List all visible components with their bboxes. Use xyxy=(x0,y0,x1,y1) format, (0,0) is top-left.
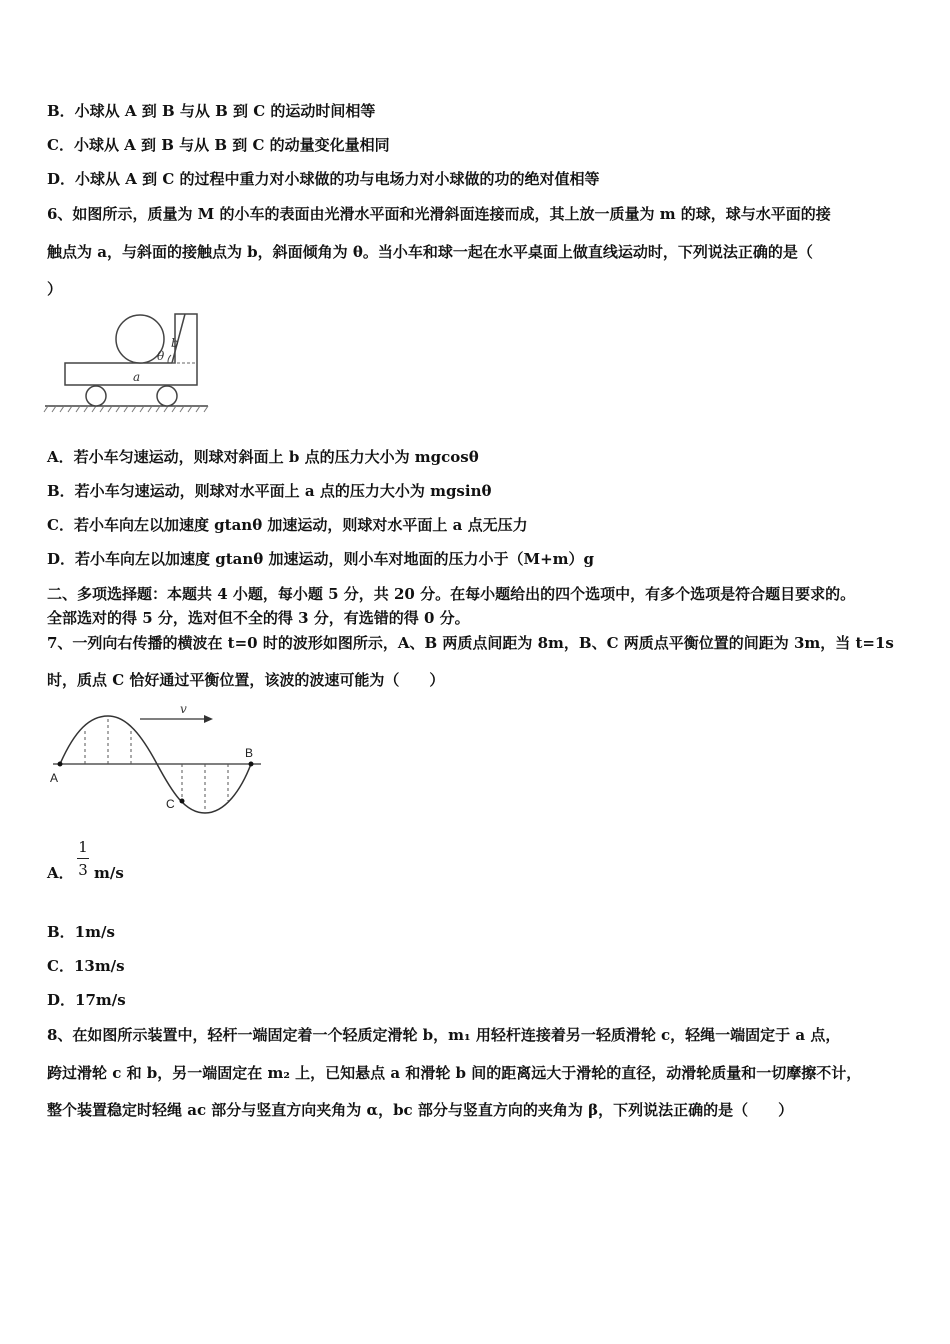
label-b: b xyxy=(171,336,179,350)
point-b xyxy=(249,762,254,767)
q7-option-c: C．13m/s xyxy=(47,957,125,975)
label-point-a: A xyxy=(50,771,59,785)
label-v: v xyxy=(180,702,187,716)
q6-cart-figure xyxy=(40,305,215,415)
fraction-numerator: 1 xyxy=(78,838,88,856)
section2-line-1: 二、多项选择题：本题共 4 小题，每小题 5 分，共 20 分。在每小题给出的四个选项中，有多个选项是符合题目要求的。 xyxy=(47,585,856,603)
q7-wave-figure xyxy=(45,700,270,825)
wheel-right xyxy=(157,386,177,406)
q6-option-d: D．若小车向左以加速度 gtanθ 加速运动，则小车对地面的压力小于（M+m）g xyxy=(47,550,595,568)
wheel-left xyxy=(86,386,106,406)
q7-option-a-label: A． xyxy=(47,864,74,882)
q6-stem-line-3: ） xyxy=(47,280,63,298)
q7-option-b: B．1m/s xyxy=(47,923,115,941)
q8-stem-line-1: 8、在如图所示装置中，轻杆一端固定着一个轻质定滑轮 b，m₁ 用轻杆连接着另一轻质滑轮 c，轻绳一端固定于 a 点， xyxy=(47,1026,841,1044)
label-a: a xyxy=(133,370,141,384)
q8-stem-line-2: 跨过滑轮 c 和 b，另一端固定在 m₂ 上，已知悬点 a 和滑轮 b 间的距离远大于滑轮的直径，动滑轮质量和一切摩擦不计， xyxy=(47,1064,862,1082)
label-theta: θ xyxy=(157,349,165,363)
point-a xyxy=(58,762,63,767)
point-c xyxy=(180,799,185,804)
fraction-bar xyxy=(77,858,89,859)
q6-option-c: C．若小车向左以加速度 gtanθ 加速运动，则球对水平面上 a 点无压力 xyxy=(47,516,528,534)
theta-arc xyxy=(168,355,171,363)
q7-stem-line-2: 时，质点 C 恰好通过平衡位置，该波的波速可能为（ ） xyxy=(47,671,445,689)
q7-option-a-unit: m/s xyxy=(94,864,124,882)
q7-stem-line-1: 7、一列向右传播的横波在 t=0 时的波形如图所示，A、B 两质点间距为 8m，B、C 两质点平衡位置的间距为 3m，当 t=1s xyxy=(47,634,894,652)
label-point-b: B xyxy=(245,746,254,760)
q7-option-d: D．17m/s xyxy=(47,991,126,1009)
label-point-c: C xyxy=(166,797,175,811)
section2-line-2: 全部选对的得 5 分，选对但不全的得 3 分，有选错的得 0 分。 xyxy=(47,609,470,627)
ground-hatching xyxy=(44,406,208,412)
q5-option-b: B．小球从 A 到 B 与从 B 到 C 的运动时间相等 xyxy=(47,102,376,120)
q8-stem-line-3: 整个装置稳定时轻绳 ac 部分与竖直方向夹角为 α，bc 部分与竖直方向的夹角为 β，下列说法正确的是（ ） xyxy=(47,1101,794,1119)
q5-option-c: C．小球从 A 到 B 与从 B 到 C 的动量变化量相同 xyxy=(47,136,390,154)
velocity-arrow-head xyxy=(204,715,213,723)
q5-option-d: D．小球从 A 到 C 的过程中重力对小球做的功与电场力对小球做的功的绝对值相等 xyxy=(47,170,600,188)
q6-option-b: B．若小车匀速运动，则球对水平面上 a 点的压力大小为 mgsinθ xyxy=(47,482,492,500)
q7-option-a-fraction xyxy=(77,838,89,879)
q6-stem-line-2: 触点为 a，与斜面的接触点为 b，斜面倾角为 θ。当小车和球一起在水平桌面上做直线运动时，下列说法正确的是（ xyxy=(47,243,813,261)
fraction-denominator: 3 xyxy=(78,861,88,879)
q6-stem-line-1: 6、如图所示，质量为 M 的小车的表面由光滑水平面和光滑斜面连接而成，其上放一质量为 m 的球，球与水平面的接 xyxy=(47,205,831,223)
q6-option-a: A．若小车匀速运动，则球对斜面上 b 点的压力大小为 mgcosθ xyxy=(47,448,479,466)
